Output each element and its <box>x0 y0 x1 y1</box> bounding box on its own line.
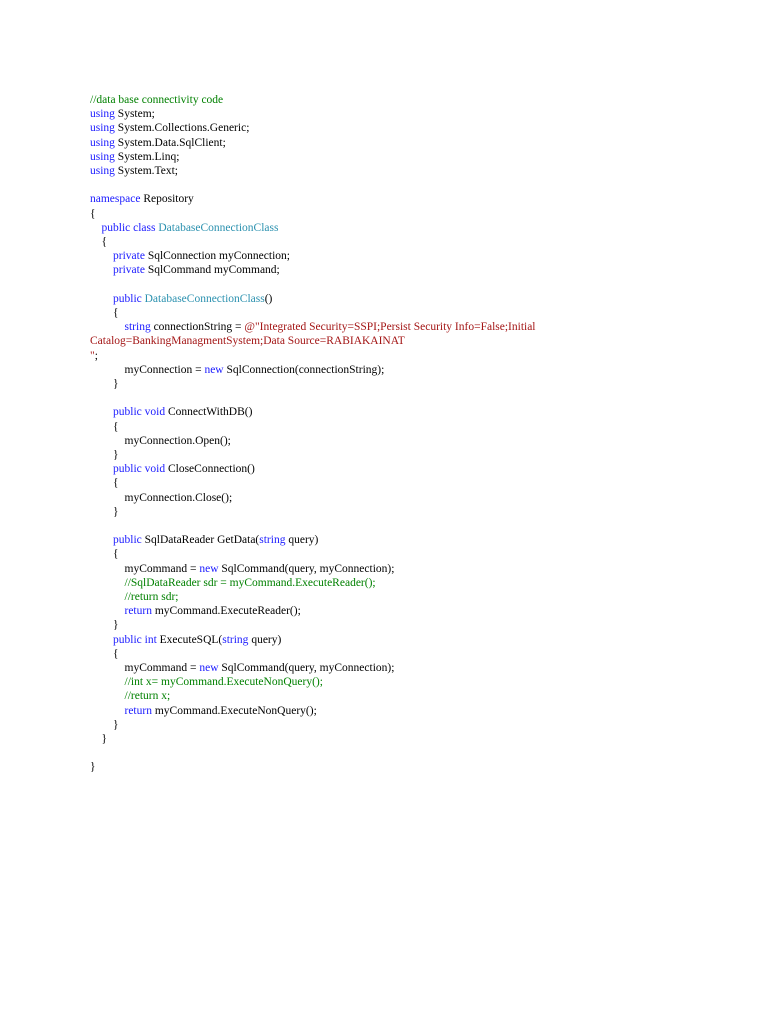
code-line <box>90 746 710 760</box>
keyword-token: namespace <box>90 193 141 206</box>
code-text <box>90 605 125 617</box>
code-line <box>90 405 710 419</box>
keyword-token: string <box>259 534 286 547</box>
string-token: " <box>90 349 95 362</box>
type-token: DatabaseConnectionClass <box>158 221 279 234</box>
code-text <box>90 222 102 234</box>
code-text <box>90 705 125 717</box>
keyword-token: class <box>133 221 156 234</box>
keyword-token: private <box>113 250 145 263</box>
keyword-token: public <box>113 292 142 305</box>
code-line <box>90 320 710 334</box>
code-text <box>90 406 113 418</box>
code-line <box>90 93 710 107</box>
keyword-token: void <box>144 406 166 419</box>
code-text: ; <box>94 349 98 362</box>
keyword-token: private <box>113 264 145 277</box>
code-line <box>90 292 710 306</box>
keyword-token: using <box>90 150 115 163</box>
keyword-token: public <box>113 534 142 547</box>
code-line <box>90 249 710 263</box>
code-line <box>90 505 710 519</box>
code-line <box>90 562 710 576</box>
code-line <box>90 633 710 647</box>
code-text: Repository <box>140 193 194 206</box>
code-text: System; <box>114 108 155 121</box>
code-line <box>90 136 710 150</box>
code-line <box>90 675 710 689</box>
code-text: { <box>90 207 96 220</box>
code-text: query) <box>285 534 319 547</box>
code-line <box>90 760 710 774</box>
code-text <box>90 534 113 546</box>
code-text <box>90 463 113 475</box>
keyword-token: void <box>144 463 166 476</box>
code-text <box>90 250 113 262</box>
code-text: CloseConnection() <box>165 463 255 476</box>
code-text <box>90 264 113 276</box>
code-text: ConnectWithDB() <box>165 406 253 419</box>
code-line <box>90 519 710 533</box>
code-text: System.Collections.Generic; <box>114 122 250 135</box>
code-line <box>90 448 710 462</box>
code-line <box>90 604 710 618</box>
keyword-token: using <box>90 108 115 121</box>
code-line <box>90 462 710 476</box>
code-line <box>90 533 710 547</box>
code-text: myConnection.Open(); <box>90 434 231 447</box>
string-token: Catalog=BankingManagmentSystem;Data Source=RABIAKAINAT <box>90 335 405 348</box>
code-text: System.Linq; <box>114 150 180 163</box>
keyword-token: string <box>124 321 151 334</box>
keyword-token: new <box>199 662 219 675</box>
code-line <box>90 434 710 448</box>
code-text: } <box>90 449 119 462</box>
code-text: } <box>90 619 119 632</box>
code-text: System.Text; <box>114 165 179 178</box>
code-line <box>90 349 710 363</box>
code-text <box>90 634 113 646</box>
code-text: SqlCommand(query, myConnection); <box>218 562 395 575</box>
code-text: SqlCommand myCommand; <box>144 264 280 277</box>
code-line <box>90 164 710 178</box>
code-line <box>90 363 710 377</box>
code-text <box>90 577 125 589</box>
code-text: { <box>90 236 108 249</box>
code-line <box>90 306 710 320</box>
code-text: () <box>264 292 273 305</box>
code-line <box>90 420 710 434</box>
code-text: myConnection.Close(); <box>90 491 233 504</box>
code-line <box>90 718 710 732</box>
string-token: @"Integrated Security=SSPI;Persist Security Info=False;Initial <box>244 321 536 334</box>
keyword-token: public <box>113 406 142 419</box>
code-text: } <box>90 761 96 774</box>
code-line <box>90 590 710 604</box>
code-line <box>90 107 710 121</box>
keyword-token: return <box>124 704 152 717</box>
code-line <box>90 647 710 661</box>
code-line <box>90 263 710 277</box>
code-text: SqlConnection myConnection; <box>144 250 290 263</box>
code-line <box>90 221 710 235</box>
code-text <box>90 676 125 688</box>
code-listing <box>90 93 710 775</box>
code-text: myConnection = <box>90 363 205 376</box>
keyword-token: new <box>204 363 224 376</box>
code-line <box>90 121 710 135</box>
code-line <box>90 192 710 206</box>
code-text: myCommand = <box>90 662 200 675</box>
code-text: } <box>90 505 119 518</box>
code-text: query) <box>248 633 282 646</box>
comment-token: //return sdr; <box>124 591 179 604</box>
code-text: SqlCommand(query, myConnection); <box>218 662 395 675</box>
code-text: myCommand = <box>90 562 200 575</box>
code-line <box>90 732 710 746</box>
code-line <box>90 704 710 718</box>
code-text <box>90 321 125 333</box>
keyword-token: using <box>90 122 115 135</box>
comment-token: //int x= myCommand.ExecuteNonQuery(); <box>124 676 323 689</box>
code-line <box>90 618 710 632</box>
comment-token: //return x; <box>124 690 171 703</box>
code-line <box>90 278 710 292</box>
code-text: connectionString = <box>150 321 245 334</box>
keyword-token: using <box>90 165 115 178</box>
code-line <box>90 391 710 405</box>
code-line <box>90 661 710 675</box>
code-line <box>90 207 710 221</box>
code-text: SqlDataReader GetData( <box>141 534 260 547</box>
code-line <box>90 150 710 164</box>
comment-token: //data base connectivity code <box>90 94 224 106</box>
code-text: { <box>90 477 119 490</box>
code-text: { <box>90 307 119 320</box>
code-line <box>90 547 710 561</box>
code-text: { <box>90 647 119 660</box>
code-text: myCommand.ExecuteNonQuery(); <box>151 704 317 717</box>
keyword-token: int <box>144 633 157 646</box>
keyword-token: public <box>101 221 131 234</box>
keyword-token: using <box>90 136 115 149</box>
code-text: SqlConnection(connectionString); <box>223 363 385 376</box>
code-line <box>90 476 710 490</box>
keyword-token: new <box>199 562 219 575</box>
code-text: } <box>90 733 108 746</box>
keyword-token: return <box>124 605 152 618</box>
code-line <box>90 235 710 249</box>
code-line <box>90 689 710 703</box>
code-text: { <box>90 420 119 433</box>
comment-token: //SqlDataReader sdr = myCommand.ExecuteReader(); <box>124 576 376 589</box>
code-line <box>90 178 710 192</box>
code-text <box>90 293 113 305</box>
type-token: DatabaseConnectionClass <box>144 292 265 305</box>
code-line <box>90 491 710 505</box>
code-text: ExecuteSQL( <box>156 633 223 646</box>
keyword-token: string <box>222 633 249 646</box>
code-text: } <box>90 378 119 391</box>
code-line <box>90 334 710 348</box>
code-line <box>90 576 710 590</box>
code-text: { <box>90 548 119 561</box>
keyword-token: public <box>113 633 142 646</box>
code-text: System.Data.SqlClient; <box>114 136 226 149</box>
code-text <box>90 690 125 702</box>
code-text: myCommand.ExecuteReader(); <box>151 605 301 618</box>
code-text <box>90 591 125 603</box>
code-line <box>90 377 710 391</box>
code-text: } <box>90 718 119 731</box>
keyword-token: public <box>113 463 142 476</box>
